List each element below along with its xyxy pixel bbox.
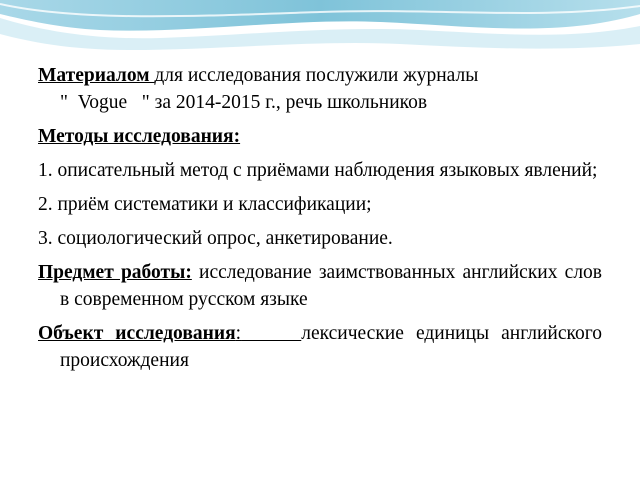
header-wave-decoration [0, 0, 640, 60]
subject-label: Предмет работы: [38, 262, 192, 283]
paragraph-method-2 [38, 191, 602, 218]
paragraph-method-3 [38, 225, 602, 252]
methods-label: Методы исследования: [38, 126, 241, 147]
paragraph-method-1 [38, 157, 602, 184]
object-text: лексические единицы английского происхождения [60, 323, 602, 371]
object-underline-gap [241, 323, 301, 344]
method-3-text: 3. социологический опрос, анкетирование. [38, 228, 393, 249]
material-text-b: " Vogue " за 2014-2015 г., речь школьников [60, 92, 428, 113]
paragraph-material [38, 62, 602, 116]
method-1-text: 1. описательный метод с приёмами наблюдения языковых явлений; [38, 160, 598, 181]
paragraph-methods-heading [38, 123, 602, 150]
object-label: Объект исследования [38, 323, 236, 344]
method-2-text: 2. приём систематики и классификации; [38, 194, 372, 215]
paragraph-object [38, 320, 602, 374]
material-label: Материалом [38, 65, 155, 86]
subject-text: исследование заимствованных английских слов в современном русском языке [60, 262, 603, 310]
paragraph-subject [38, 259, 602, 313]
object-colon: : [235, 323, 242, 344]
slide-content [38, 62, 602, 381]
material-text-a: для исследования послужили журналы [154, 65, 479, 86]
